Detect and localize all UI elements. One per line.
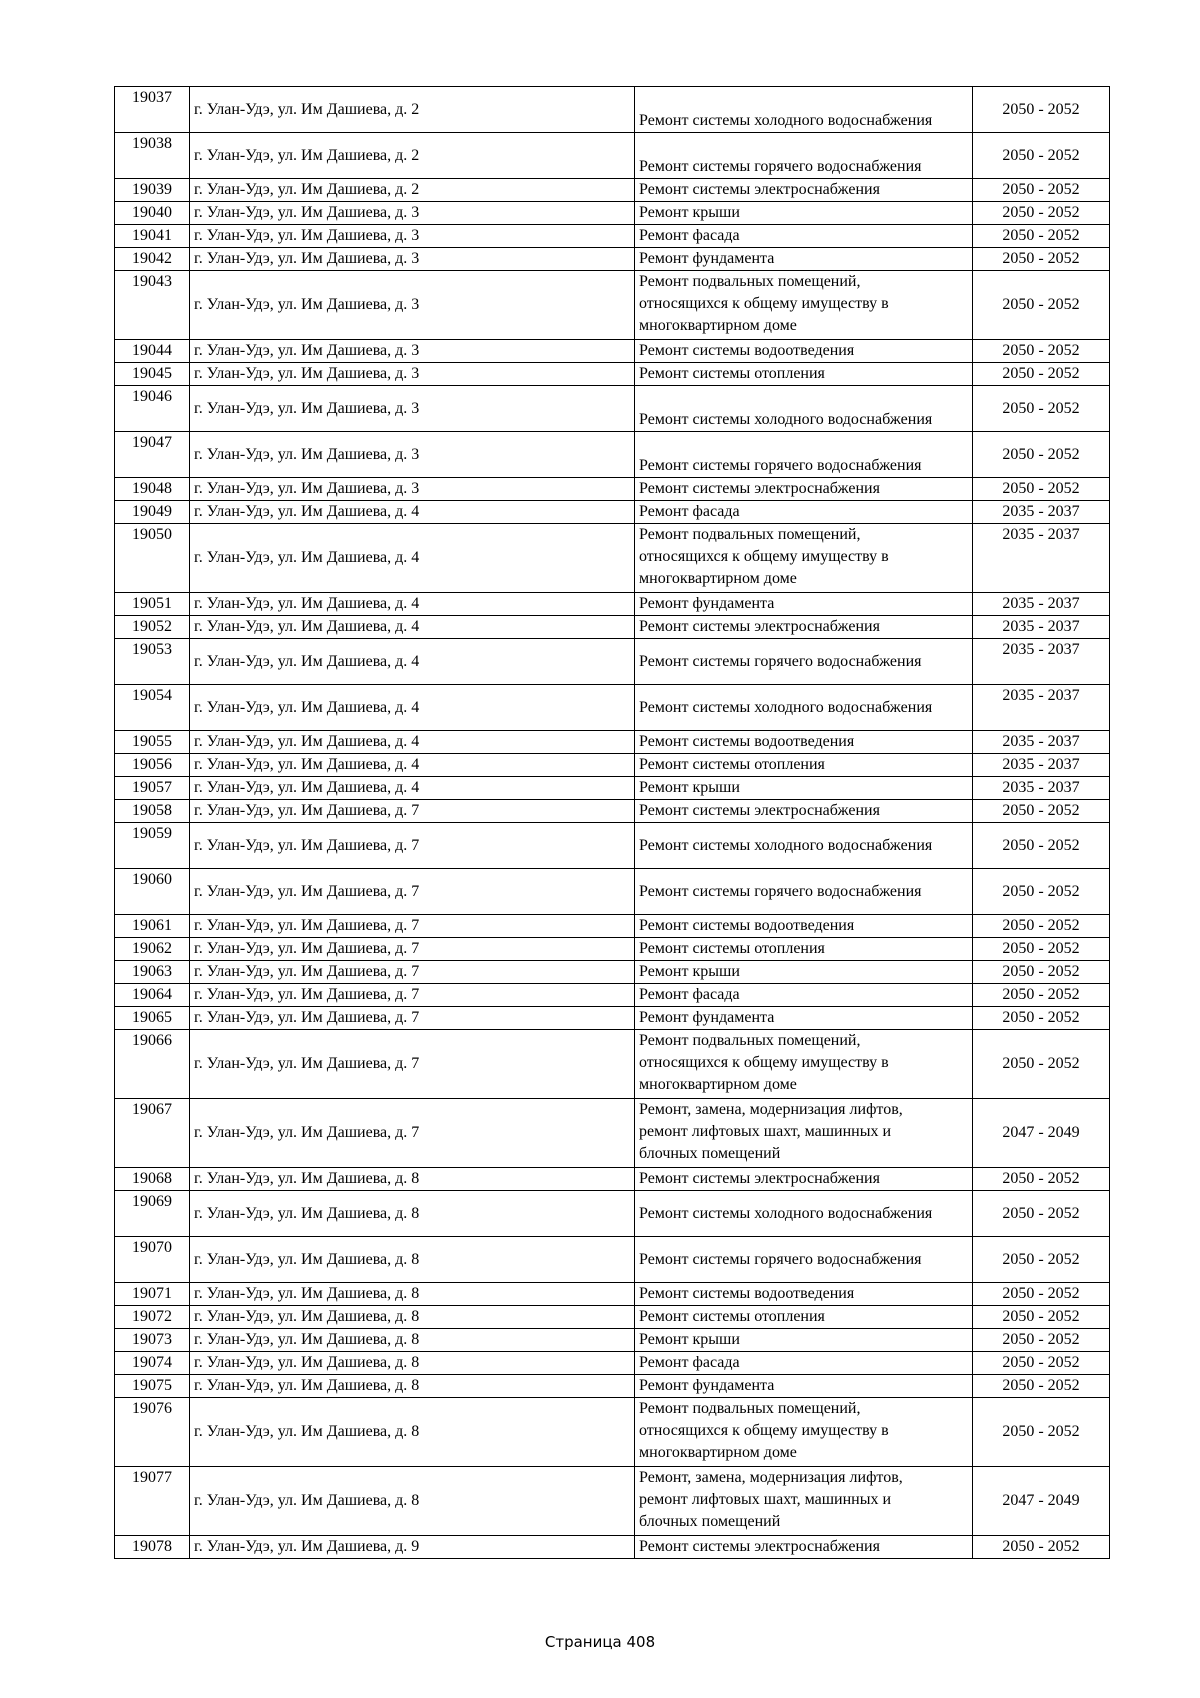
row-work-type: Ремонт системы горячего водоснабжения bbox=[635, 1237, 973, 1283]
row-period: 2050 - 2052 bbox=[973, 248, 1110, 271]
table-row bbox=[115, 1375, 1110, 1398]
row-address: г. Улан-Удэ, ул. Им Дашиева, д. 2 bbox=[190, 133, 635, 179]
row-address: г. Улан-Удэ, ул. Им Дашиева, д. 4 bbox=[190, 524, 635, 593]
table-row bbox=[115, 1329, 1110, 1352]
row-period: 2050 - 2052 bbox=[973, 1191, 1110, 1237]
row-work-type: Ремонт системы электроснабжения bbox=[635, 1168, 973, 1191]
row-period: 2035 - 2037 bbox=[973, 777, 1110, 800]
row-work-type: Ремонт подвальных помещений, относящихся к общему имуществу в многоквартирном доме bbox=[635, 1398, 973, 1467]
row-work-type: Ремонт фундамента bbox=[635, 248, 973, 271]
table-row bbox=[115, 593, 1110, 616]
row-work-type: Ремонт системы электроснабжения bbox=[635, 1536, 973, 1559]
row-number: 19053 bbox=[115, 639, 190, 685]
row-period: 2035 - 2037 bbox=[973, 754, 1110, 777]
row-number: 19069 bbox=[115, 1191, 190, 1237]
row-work-type: Ремонт системы горячего водоснабжения bbox=[635, 133, 973, 179]
row-period: 2050 - 2052 bbox=[973, 1283, 1110, 1306]
row-work-type: Ремонт системы водоотведения bbox=[635, 1283, 973, 1306]
row-number: 19063 bbox=[115, 961, 190, 984]
row-work-type: Ремонт системы холодного водоснабжения bbox=[635, 1191, 973, 1237]
table-row bbox=[115, 1536, 1110, 1559]
page-number-footer: Страница 408 bbox=[544, 1633, 656, 1651]
row-number: 19068 bbox=[115, 1168, 190, 1191]
table-row bbox=[115, 1007, 1110, 1030]
row-address: г. Улан-Удэ, ул. Им Дашиева, д. 8 bbox=[190, 1467, 635, 1536]
row-number: 19058 bbox=[115, 800, 190, 823]
row-work-type: Ремонт подвальных помещений, относящихся к общему имуществу в многоквартирном доме bbox=[635, 271, 973, 340]
table-row bbox=[115, 1168, 1110, 1191]
row-address: г. Улан-Удэ, ул. Им Дашиева, д. 4 bbox=[190, 593, 635, 616]
table-row bbox=[115, 915, 1110, 938]
row-number: 19065 bbox=[115, 1007, 190, 1030]
table-body bbox=[115, 87, 1110, 1559]
row-period: 2035 - 2037 bbox=[973, 501, 1110, 524]
row-number: 19076 bbox=[115, 1398, 190, 1467]
row-period: 2050 - 2052 bbox=[973, 202, 1110, 225]
row-number: 19046 bbox=[115, 386, 190, 432]
row-number: 19049 bbox=[115, 501, 190, 524]
table-row bbox=[115, 685, 1110, 731]
row-address: г. Улан-Удэ, ул. Им Дашиева, д. 3 bbox=[190, 271, 635, 340]
row-address: г. Улан-Удэ, ул. Им Дашиева, д. 3 bbox=[190, 386, 635, 432]
row-number: 19060 bbox=[115, 869, 190, 915]
row-work-type: Ремонт фасада bbox=[635, 225, 973, 248]
row-work-type: Ремонт системы холодного водоснабжения bbox=[635, 685, 973, 731]
row-number: 19073 bbox=[115, 1329, 190, 1352]
row-number: 19043 bbox=[115, 271, 190, 340]
table-row bbox=[115, 1306, 1110, 1329]
row-address: г. Улан-Удэ, ул. Им Дашиева, д. 7 bbox=[190, 1099, 635, 1168]
table-row bbox=[115, 1099, 1110, 1168]
row-period: 2035 - 2037 bbox=[973, 685, 1110, 731]
row-period: 2050 - 2052 bbox=[973, 823, 1110, 869]
table-row bbox=[115, 984, 1110, 1007]
row-number: 19044 bbox=[115, 340, 190, 363]
row-address: г. Улан-Удэ, ул. Им Дашиева, д. 8 bbox=[190, 1352, 635, 1375]
row-address: г. Улан-Удэ, ул. Им Дашиева, д. 8 bbox=[190, 1306, 635, 1329]
repair-schedule-table bbox=[114, 86, 1110, 1559]
table-row bbox=[115, 1237, 1110, 1283]
row-number: 19074 bbox=[115, 1352, 190, 1375]
row-work-type: Ремонт системы водоотведения bbox=[635, 915, 973, 938]
row-period: 2050 - 2052 bbox=[973, 363, 1110, 386]
row-number: 19057 bbox=[115, 777, 190, 800]
row-work-type: Ремонт системы водоотведения bbox=[635, 340, 973, 363]
table-row bbox=[115, 87, 1110, 133]
row-work-type: Ремонт фундамента bbox=[635, 593, 973, 616]
row-period: 2050 - 2052 bbox=[973, 1030, 1110, 1099]
row-period: 2050 - 2052 bbox=[973, 179, 1110, 202]
row-period: 2050 - 2052 bbox=[973, 915, 1110, 938]
row-number: 19052 bbox=[115, 616, 190, 639]
row-number: 19078 bbox=[115, 1536, 190, 1559]
row-number: 19041 bbox=[115, 225, 190, 248]
row-address: г. Улан-Удэ, ул. Им Дашиева, д. 4 bbox=[190, 754, 635, 777]
row-work-type: Ремонт крыши bbox=[635, 961, 973, 984]
row-period: 2035 - 2037 bbox=[973, 616, 1110, 639]
row-period: 2050 - 2052 bbox=[973, 1237, 1110, 1283]
row-number: 19055 bbox=[115, 731, 190, 754]
row-period: 2050 - 2052 bbox=[973, 133, 1110, 179]
row-address: г. Улан-Удэ, ул. Им Дашиева, д. 9 bbox=[190, 1536, 635, 1559]
row-work-type: Ремонт фундамента bbox=[635, 1375, 973, 1398]
row-number: 19066 bbox=[115, 1030, 190, 1099]
row-period: 2050 - 2052 bbox=[973, 1352, 1110, 1375]
row-number: 19071 bbox=[115, 1283, 190, 1306]
row-period: 2035 - 2037 bbox=[973, 524, 1110, 593]
table-row bbox=[115, 1283, 1110, 1306]
row-work-type: Ремонт системы электроснабжения bbox=[635, 616, 973, 639]
row-address: г. Улан-Удэ, ул. Им Дашиева, д. 7 bbox=[190, 1030, 635, 1099]
table-row bbox=[115, 133, 1110, 179]
row-work-type: Ремонт системы холодного водоснабжения bbox=[635, 823, 973, 869]
table-row bbox=[115, 478, 1110, 501]
row-number: 19077 bbox=[115, 1467, 190, 1536]
row-number: 19050 bbox=[115, 524, 190, 593]
row-address: г. Улан-Удэ, ул. Им Дашиева, д. 4 bbox=[190, 685, 635, 731]
row-number: 19042 bbox=[115, 248, 190, 271]
row-period: 2050 - 2052 bbox=[973, 800, 1110, 823]
row-address: г. Улан-Удэ, ул. Им Дашиева, д. 8 bbox=[190, 1375, 635, 1398]
table-row bbox=[115, 1398, 1110, 1467]
row-work-type: Ремонт системы электроснабжения bbox=[635, 800, 973, 823]
row-work-type: Ремонт системы отопления bbox=[635, 363, 973, 386]
row-work-type: Ремонт подвальных помещений, относящихся к общему имуществу в многоквартирном доме bbox=[635, 524, 973, 593]
row-address: г. Улан-Удэ, ул. Им Дашиева, д. 4 bbox=[190, 777, 635, 800]
row-period: 2050 - 2052 bbox=[973, 225, 1110, 248]
row-period: 2047 - 2049 bbox=[973, 1099, 1110, 1168]
table-row bbox=[115, 225, 1110, 248]
table-row bbox=[115, 639, 1110, 685]
row-address: г. Улан-Удэ, ул. Им Дашиева, д. 4 bbox=[190, 501, 635, 524]
row-work-type: Ремонт, замена, модернизация лифтов, ремонт лифтовых шахт, машинных и блочных помещений bbox=[635, 1099, 973, 1168]
row-address: г. Улан-Удэ, ул. Им Дашиева, д. 7 bbox=[190, 961, 635, 984]
row-work-type: Ремонт фасада bbox=[635, 501, 973, 524]
row-number: 19038 bbox=[115, 133, 190, 179]
row-work-type: Ремонт системы горячего водоснабжения bbox=[635, 639, 973, 685]
row-period: 2035 - 2037 bbox=[973, 639, 1110, 685]
row-work-type: Ремонт системы водоотведения bbox=[635, 731, 973, 754]
table-row bbox=[115, 1467, 1110, 1536]
row-work-type: Ремонт системы отопления bbox=[635, 938, 973, 961]
row-period: 2050 - 2052 bbox=[973, 1536, 1110, 1559]
row-address: г. Улан-Удэ, ул. Им Дашиева, д. 3 bbox=[190, 363, 635, 386]
table-row bbox=[115, 800, 1110, 823]
table-row bbox=[115, 616, 1110, 639]
row-address: г. Улан-Удэ, ул. Им Дашиева, д. 4 bbox=[190, 639, 635, 685]
row-address: г. Улан-Удэ, ул. Им Дашиева, д. 3 bbox=[190, 432, 635, 478]
row-work-type: Ремонт крыши bbox=[635, 777, 973, 800]
table-row bbox=[115, 1191, 1110, 1237]
row-work-type: Ремонт крыши bbox=[635, 1329, 973, 1352]
row-number: 19075 bbox=[115, 1375, 190, 1398]
row-work-type: Ремонт, замена, модернизация лифтов, ремонт лифтовых шахт, машинных и блочных помещений bbox=[635, 1467, 973, 1536]
row-address: г. Улан-Удэ, ул. Им Дашиева, д. 3 bbox=[190, 340, 635, 363]
row-address: г. Улан-Удэ, ул. Им Дашиева, д. 4 bbox=[190, 731, 635, 754]
row-work-type: Ремонт системы электроснабжения bbox=[635, 179, 973, 202]
row-work-type: Ремонт системы отопления bbox=[635, 754, 973, 777]
row-work-type: Ремонт системы электроснабжения bbox=[635, 478, 973, 501]
row-address: г. Улан-Удэ, ул. Им Дашиева, д. 7 bbox=[190, 1007, 635, 1030]
row-number: 19051 bbox=[115, 593, 190, 616]
row-address: г. Улан-Удэ, ул. Им Дашиева, д. 7 bbox=[190, 823, 635, 869]
row-work-type: Ремонт системы холодного водоснабжения bbox=[635, 386, 973, 432]
row-number: 19037 bbox=[115, 87, 190, 133]
row-period: 2035 - 2037 bbox=[973, 731, 1110, 754]
row-period: 2050 - 2052 bbox=[973, 869, 1110, 915]
row-period: 2035 - 2037 bbox=[973, 593, 1110, 616]
row-address: г. Улан-Удэ, ул. Им Дашиева, д. 3 bbox=[190, 478, 635, 501]
row-work-type: Ремонт крыши bbox=[635, 202, 973, 225]
table-row bbox=[115, 731, 1110, 754]
row-number: 19059 bbox=[115, 823, 190, 869]
row-address: г. Улан-Удэ, ул. Им Дашиева, д. 2 bbox=[190, 179, 635, 202]
row-number: 19045 bbox=[115, 363, 190, 386]
row-work-type: Ремонт системы холодного водоснабжения bbox=[635, 87, 973, 133]
table-row bbox=[115, 501, 1110, 524]
table-row bbox=[115, 340, 1110, 363]
row-period: 2047 - 2049 bbox=[973, 1467, 1110, 1536]
row-number: 19040 bbox=[115, 202, 190, 225]
row-number: 19072 bbox=[115, 1306, 190, 1329]
row-address: г. Улан-Удэ, ул. Им Дашиева, д. 8 bbox=[190, 1237, 635, 1283]
row-address: г. Улан-Удэ, ул. Им Дашиева, д. 8 bbox=[190, 1329, 635, 1352]
row-period: 2050 - 2052 bbox=[973, 1329, 1110, 1352]
row-period: 2050 - 2052 bbox=[973, 984, 1110, 1007]
row-address: г. Улан-Удэ, ул. Им Дашиева, д. 7 bbox=[190, 938, 635, 961]
table-row bbox=[115, 938, 1110, 961]
row-period: 2050 - 2052 bbox=[973, 271, 1110, 340]
table-row bbox=[115, 202, 1110, 225]
table-row bbox=[115, 754, 1110, 777]
row-number: 19056 bbox=[115, 754, 190, 777]
row-address: г. Улан-Удэ, ул. Им Дашиева, д. 2 bbox=[190, 87, 635, 133]
table-row bbox=[115, 363, 1110, 386]
row-period: 2050 - 2052 bbox=[973, 1007, 1110, 1030]
row-period: 2050 - 2052 bbox=[973, 1168, 1110, 1191]
row-address: г. Улан-Удэ, ул. Им Дашиева, д. 4 bbox=[190, 616, 635, 639]
row-number: 19054 bbox=[115, 685, 190, 731]
row-address: г. Улан-Удэ, ул. Им Дашиева, д. 8 bbox=[190, 1191, 635, 1237]
row-address: г. Улан-Удэ, ул. Им Дашиева, д. 7 bbox=[190, 800, 635, 823]
row-work-type: Ремонт подвальных помещений, относящихся к общему имуществу в многоквартирном доме bbox=[635, 1030, 973, 1099]
row-period: 2050 - 2052 bbox=[973, 1306, 1110, 1329]
row-address: г. Улан-Удэ, ул. Им Дашиева, д. 8 bbox=[190, 1168, 635, 1191]
row-period: 2050 - 2052 bbox=[973, 938, 1110, 961]
row-work-type: Ремонт фасада bbox=[635, 984, 973, 1007]
table-row bbox=[115, 961, 1110, 984]
row-period: 2050 - 2052 bbox=[973, 87, 1110, 133]
table-row bbox=[115, 248, 1110, 271]
row-address: г. Улан-Удэ, ул. Им Дашиева, д. 7 bbox=[190, 915, 635, 938]
row-address: г. Улан-Удэ, ул. Им Дашиева, д. 8 bbox=[190, 1398, 635, 1467]
table-row bbox=[115, 1352, 1110, 1375]
row-period: 2050 - 2052 bbox=[973, 340, 1110, 363]
row-address: г. Улан-Удэ, ул. Им Дашиева, д. 3 bbox=[190, 202, 635, 225]
row-period: 2050 - 2052 bbox=[973, 1398, 1110, 1467]
table-row bbox=[115, 179, 1110, 202]
row-period: 2050 - 2052 bbox=[973, 478, 1110, 501]
row-work-type: Ремонт фасада bbox=[635, 1352, 973, 1375]
row-number: 19039 bbox=[115, 179, 190, 202]
row-number: 19064 bbox=[115, 984, 190, 1007]
row-period: 2050 - 2052 bbox=[973, 386, 1110, 432]
table-row bbox=[115, 271, 1110, 340]
row-work-type: Ремонт системы горячего водоснабжения bbox=[635, 432, 973, 478]
row-address: г. Улан-Удэ, ул. Им Дашиева, д. 3 bbox=[190, 225, 635, 248]
table-row bbox=[115, 869, 1110, 915]
row-number: 19067 bbox=[115, 1099, 190, 1168]
table-row bbox=[115, 524, 1110, 593]
row-period: 2050 - 2052 bbox=[973, 1375, 1110, 1398]
row-number: 19070 bbox=[115, 1237, 190, 1283]
row-number: 19048 bbox=[115, 478, 190, 501]
row-work-type: Ремонт системы отопления bbox=[635, 1306, 973, 1329]
row-work-type: Ремонт системы горячего водоснабжения bbox=[635, 869, 973, 915]
row-address: г. Улан-Удэ, ул. Им Дашиева, д. 7 bbox=[190, 984, 635, 1007]
table-row bbox=[115, 777, 1110, 800]
row-work-type: Ремонт фундамента bbox=[635, 1007, 973, 1030]
table-row bbox=[115, 823, 1110, 869]
row-address: г. Улан-Удэ, ул. Им Дашиева, д. 7 bbox=[190, 869, 635, 915]
row-address: г. Улан-Удэ, ул. Им Дашиева, д. 8 bbox=[190, 1283, 635, 1306]
row-number: 19061 bbox=[115, 915, 190, 938]
table-row bbox=[115, 432, 1110, 478]
row-number: 19062 bbox=[115, 938, 190, 961]
row-period: 2050 - 2052 bbox=[973, 432, 1110, 478]
row-period: 2050 - 2052 bbox=[973, 961, 1110, 984]
table-row bbox=[115, 1030, 1110, 1099]
row-number: 19047 bbox=[115, 432, 190, 478]
table-row bbox=[115, 386, 1110, 432]
row-address: г. Улан-Удэ, ул. Им Дашиева, д. 3 bbox=[190, 248, 635, 271]
